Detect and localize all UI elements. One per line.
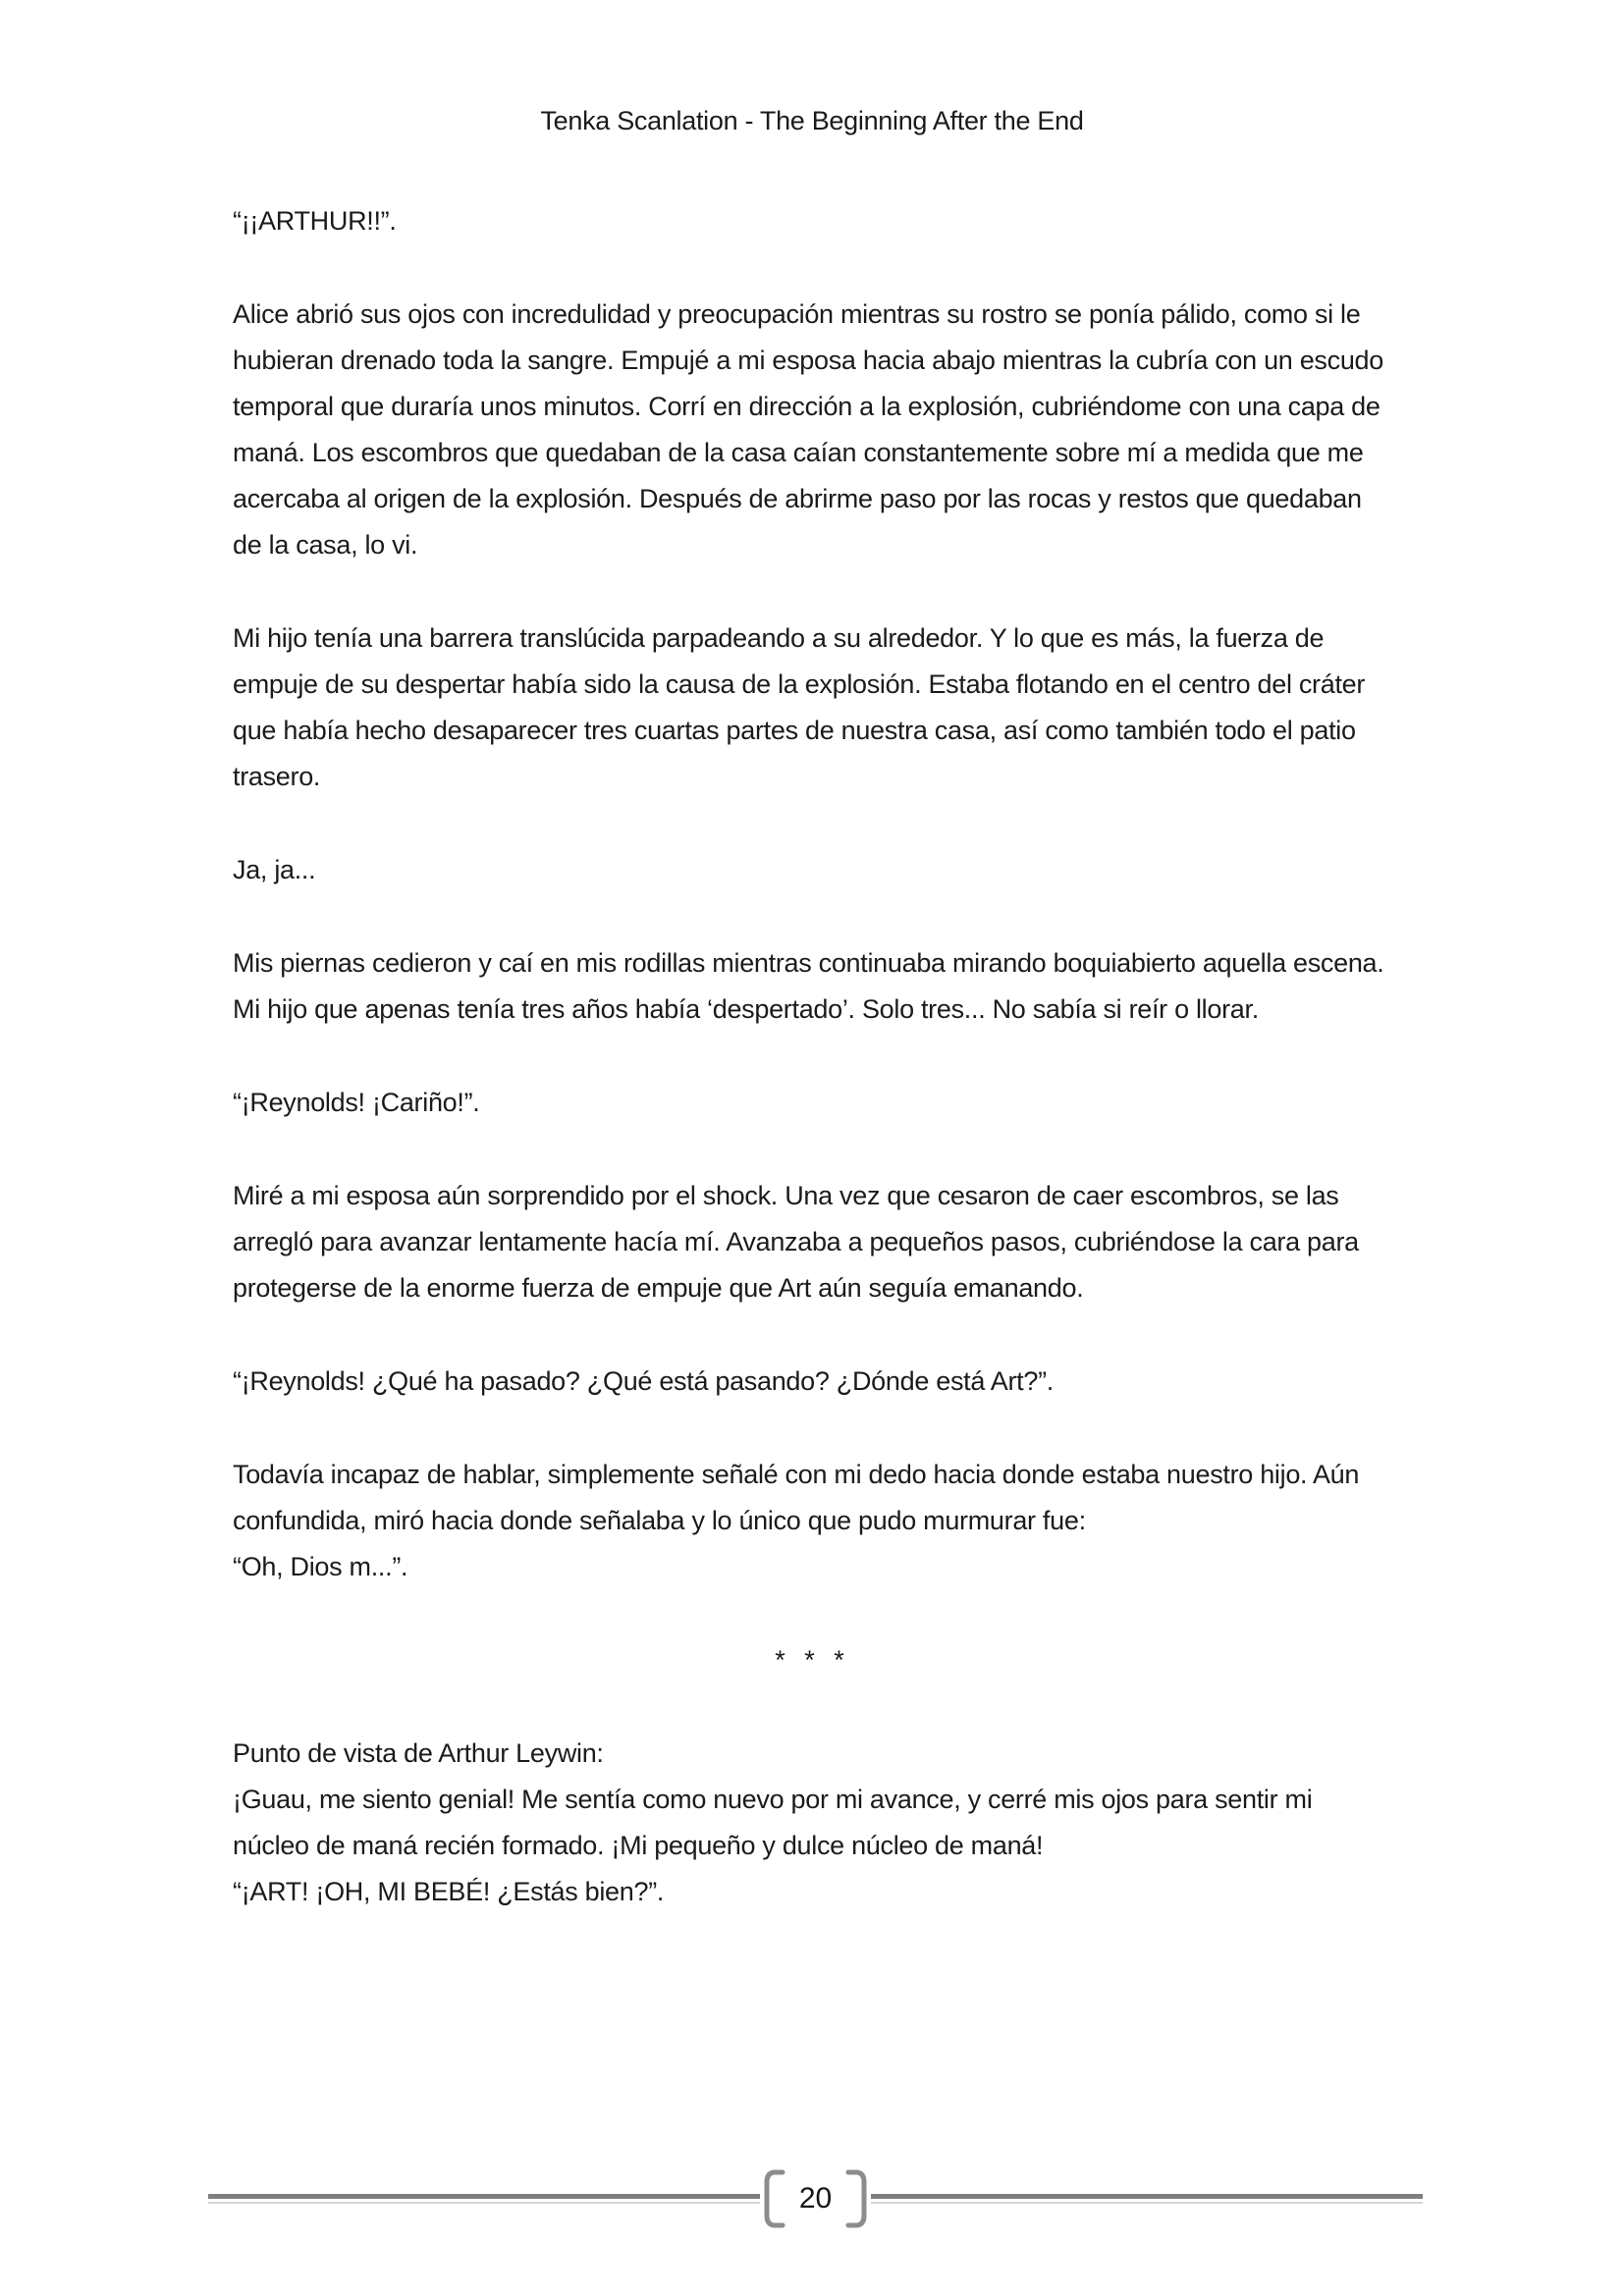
page-footer — [208, 2167, 1423, 2230]
dialogue-line: “¡ART! ¡OH, MI BEBÉ! ¿Estás bien?”. — [233, 1877, 665, 1906]
left-bracket-icon — [760, 2169, 785, 2228]
dialogue-line: “¡¡ARTHUR!!”. — [233, 206, 397, 236]
paragraph: Miré a mi esposa aún sorprendido por el shock. Una vez que cesaron de caer escombros, se las arregló para avanzar lentamente hacía mí. Avanzaba a pequeños pasos, cubriéndose la cara para protegerse de la enorme fuerza de empuje que Art aún seguía emanando. — [233, 1181, 1359, 1303]
paragraph: Punto de vista de Arthur Leywin: — [233, 1738, 604, 1768]
section-separator: * * * — [775, 1645, 850, 1675]
dialogue-line: “¡Reynolds! ¡Cariño!”. — [233, 1088, 480, 1117]
paragraph: Todavía incapaz de hablar, simplemente señalé con mi dedo hacia donde estaba nuestro hijo. Aún confundida, miró hacia donde señalaba y lo único que pudo murmurar fue: — [233, 1460, 1360, 1535]
page-header-title: Tenka Scanlation - The Beginning After the End — [540, 106, 1084, 135]
footer-rule-right — [871, 2194, 1423, 2204]
paragraph: Ja, ja... — [233, 855, 316, 884]
page-number: 20 — [798, 2182, 833, 2215]
paragraph: Alice abrió sus ojos con incredulidad y preocupación mientras su rostro se ponía pálido, como si le hubieran drenado toda la sangre. Empujé a mi esposa hacia abajo mientras la cubría con un escudo temporal que duraría unos minutos. Corrí en dirección a la explosión, cubriéndome con una capa de maná. Los escombros que quedaban de la casa caían constantemente sobre mí a medida que me acercaba al origen de la explosión. Después de abrirme paso por las rocas y restos que quedaban de la casa, lo vi. — [233, 299, 1383, 560]
dialogue-line: “Oh, Dios m...”. — [233, 1552, 408, 1581]
paragraph: Mis piernas cedieron y caí en mis rodillas mientras continuaba mirando boquiabierto aquella escena. Mi hijo que apenas tenía tres años había ‘despertado’. Solo tres... No sabía si reír o llorar. — [233, 948, 1384, 1024]
paragraph: ¡Guau, me siento genial! Me sentía como nuevo por mi avance, y cerré mis ojos para sentir mi núcleo de maná recién formado. ¡Mi pequeño y dulce núcleo de maná! — [233, 1785, 1313, 1860]
dialogue-line: “¡Reynolds! ¿Qué ha pasado? ¿Qué está pasando? ¿Dónde está Art?”. — [233, 1366, 1054, 1396]
paragraph: Mi hijo tenía una barrera translúcida parpadeando a su alrededor. Y lo que es más, la fuerza de empuje de su despertar había sido la causa de la explosión. Estaba flotando en el centro del cráter que había hecho desaparecer tres cuartas partes de nuestra casa, así como también todo el patio trasero. — [233, 623, 1366, 791]
footer-rule-left — [208, 2194, 760, 2204]
document-body — [233, 198, 1392, 1915]
right-bracket-icon — [845, 2169, 871, 2228]
